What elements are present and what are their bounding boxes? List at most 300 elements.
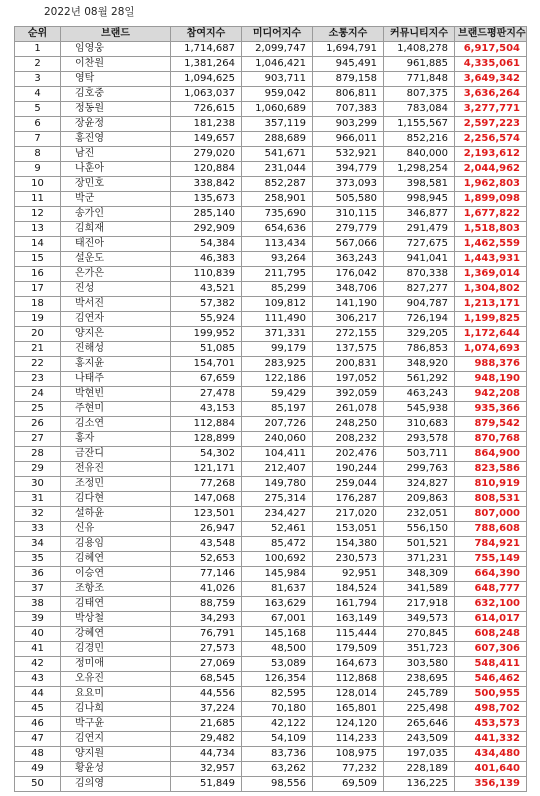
communication-cell: 137,575	[313, 342, 384, 357]
brand-cell: 김호중	[61, 87, 171, 102]
communication-cell: 202,476	[313, 447, 384, 462]
community-cell: 726,194	[384, 312, 455, 327]
community-cell: 463,243	[384, 387, 455, 402]
reputation-score-cell: 3,636,264	[455, 87, 527, 102]
media-cell: 59,429	[242, 387, 313, 402]
rank-cell: 40	[15, 627, 61, 642]
reputation-score-cell: 548,411	[455, 657, 527, 672]
communication-cell: 261,078	[313, 402, 384, 417]
header-media: 미디어지수	[242, 27, 313, 42]
media-cell: 288,689	[242, 132, 313, 147]
reputation-score-cell: 1,518,803	[455, 222, 527, 237]
table-row	[15, 42, 527, 57]
table-row	[15, 282, 527, 297]
media-cell: 240,060	[242, 432, 313, 447]
reputation-score-cell: 2,193,612	[455, 147, 527, 162]
media-cell: 1,046,421	[242, 57, 313, 72]
reputation-score-cell: 453,573	[455, 717, 527, 732]
media-cell: 85,472	[242, 537, 313, 552]
rank-cell: 47	[15, 732, 61, 747]
media-cell: 1,060,689	[242, 102, 313, 117]
participation-cell: 76,791	[171, 627, 242, 642]
media-cell: 2,099,747	[242, 42, 313, 57]
communication-cell: 115,444	[313, 627, 384, 642]
media-cell: 85,299	[242, 282, 313, 297]
brand-cell: 정동원	[61, 102, 171, 117]
participation-cell: 279,020	[171, 147, 242, 162]
reputation-score-cell: 648,777	[455, 582, 527, 597]
rank-cell: 8	[15, 147, 61, 162]
brand-cell: 전유진	[61, 462, 171, 477]
brand-cell: 장민호	[61, 177, 171, 192]
rank-cell: 21	[15, 342, 61, 357]
reputation-score-cell: 808,531	[455, 492, 527, 507]
brand-cell: 양지원	[61, 747, 171, 762]
rank-cell: 16	[15, 267, 61, 282]
reputation-score-cell: 1,462,559	[455, 237, 527, 252]
reputation-score-cell: 401,640	[455, 762, 527, 777]
community-cell: 852,216	[384, 132, 455, 147]
media-cell: 735,690	[242, 207, 313, 222]
reputation-score-cell: 2,256,574	[455, 132, 527, 147]
brand-cell: 요요미	[61, 687, 171, 702]
reputation-score-cell: 1,962,803	[455, 177, 527, 192]
participation-cell: 27,573	[171, 642, 242, 657]
brand-cell: 김의영	[61, 777, 171, 792]
reputation-score-cell: 3,277,771	[455, 102, 527, 117]
community-cell: 941,041	[384, 252, 455, 267]
participation-cell: 54,302	[171, 447, 242, 462]
brand-cell: 박구윤	[61, 717, 171, 732]
reputation-score-cell: 664,390	[455, 567, 527, 582]
table-row	[15, 447, 527, 462]
reputation-score-cell: 434,480	[455, 747, 527, 762]
brand-cell: 박군	[61, 192, 171, 207]
participation-cell: 1,714,687	[171, 42, 242, 57]
communication-cell: 945,491	[313, 57, 384, 72]
media-cell: 145,168	[242, 627, 313, 642]
community-cell: 827,277	[384, 282, 455, 297]
brand-cell: 김소연	[61, 417, 171, 432]
rank-cell: 29	[15, 462, 61, 477]
table-row	[15, 237, 527, 252]
rank-cell: 38	[15, 597, 61, 612]
brand-cell: 이찬원	[61, 57, 171, 72]
participation-cell: 120,884	[171, 162, 242, 177]
reputation-score-cell: 807,000	[455, 507, 527, 522]
reputation-score-cell: 788,608	[455, 522, 527, 537]
reputation-score-cell: 356,139	[455, 777, 527, 792]
communication-cell: 259,044	[313, 477, 384, 492]
community-cell: 398,581	[384, 177, 455, 192]
brand-cell: 진성	[61, 282, 171, 297]
community-cell: 348,920	[384, 357, 455, 372]
reputation-score-cell: 988,376	[455, 357, 527, 372]
reputation-score-cell: 2,597,223	[455, 117, 527, 132]
participation-cell: 1,381,264	[171, 57, 242, 72]
communication-cell: 184,524	[313, 582, 384, 597]
community-cell: 243,509	[384, 732, 455, 747]
brand-cell: 진해성	[61, 342, 171, 357]
rank-cell: 27	[15, 432, 61, 447]
rank-cell: 9	[15, 162, 61, 177]
rank-cell: 11	[15, 192, 61, 207]
reputation-score-cell: 1,172,644	[455, 327, 527, 342]
reputation-score-cell: 755,149	[455, 552, 527, 567]
community-cell: 329,205	[384, 327, 455, 342]
community-cell: 349,573	[384, 612, 455, 627]
media-cell: 234,427	[242, 507, 313, 522]
media-cell: 211,795	[242, 267, 313, 282]
rank-cell: 15	[15, 252, 61, 267]
table-row	[15, 672, 527, 687]
brand-cell: 황윤성	[61, 762, 171, 777]
media-cell: 852,287	[242, 177, 313, 192]
reputation-score-cell: 864,900	[455, 447, 527, 462]
communication-cell: 363,243	[313, 252, 384, 267]
reputation-score-cell: 4,335,061	[455, 57, 527, 72]
community-cell: 1,408,278	[384, 42, 455, 57]
reputation-score-cell: 879,542	[455, 417, 527, 432]
media-cell: 283,925	[242, 357, 313, 372]
brand-cell: 조항조	[61, 582, 171, 597]
community-cell: 303,580	[384, 657, 455, 672]
community-cell: 961,885	[384, 57, 455, 72]
table-row	[15, 402, 527, 417]
community-cell: 245,789	[384, 687, 455, 702]
media-cell: 903,711	[242, 72, 313, 87]
community-cell: 727,675	[384, 237, 455, 252]
participation-cell: 51,085	[171, 342, 242, 357]
brand-cell: 태진아	[61, 237, 171, 252]
communication-cell: 230,573	[313, 552, 384, 567]
table-row	[15, 252, 527, 267]
participation-cell: 285,140	[171, 207, 242, 222]
header-communication: 소통지수	[313, 27, 384, 42]
table-row	[15, 117, 527, 132]
participation-cell: 57,382	[171, 297, 242, 312]
communication-cell: 164,673	[313, 657, 384, 672]
rank-cell: 41	[15, 642, 61, 657]
reputation-score-cell: 1,677,822	[455, 207, 527, 222]
brand-cell: 임영웅	[61, 42, 171, 57]
brand-reputation-table	[14, 26, 527, 792]
media-cell: 83,736	[242, 747, 313, 762]
rank-cell: 43	[15, 672, 61, 687]
table-row	[15, 657, 527, 672]
participation-cell: 135,673	[171, 192, 242, 207]
rank-cell: 17	[15, 282, 61, 297]
table-row	[15, 642, 527, 657]
rank-cell: 25	[15, 402, 61, 417]
media-cell: 231,044	[242, 162, 313, 177]
rank-cell: 20	[15, 327, 61, 342]
participation-cell: 154,701	[171, 357, 242, 372]
participation-cell: 32,957	[171, 762, 242, 777]
participation-cell: 199,952	[171, 327, 242, 342]
community-cell: 217,918	[384, 597, 455, 612]
rank-cell: 24	[15, 387, 61, 402]
table-row	[15, 432, 527, 447]
rank-cell: 4	[15, 87, 61, 102]
reputation-score-cell: 441,332	[455, 732, 527, 747]
reputation-score-cell: 500,955	[455, 687, 527, 702]
community-cell: 1,298,254	[384, 162, 455, 177]
reputation-score-cell: 784,921	[455, 537, 527, 552]
communication-cell: 77,232	[313, 762, 384, 777]
participation-cell: 77,268	[171, 477, 242, 492]
brand-cell: 김혜연	[61, 552, 171, 567]
community-cell: 556,150	[384, 522, 455, 537]
community-cell: 232,051	[384, 507, 455, 522]
rank-cell: 30	[15, 477, 61, 492]
table-row	[15, 57, 527, 72]
media-cell: 54,109	[242, 732, 313, 747]
rank-cell: 49	[15, 762, 61, 777]
media-cell: 959,042	[242, 87, 313, 102]
header-brand-reputation: 브랜드평판지수	[455, 27, 527, 42]
table-row	[15, 537, 527, 552]
communication-cell: 165,801	[313, 702, 384, 717]
media-cell: 53,089	[242, 657, 313, 672]
reputation-score-cell: 935,366	[455, 402, 527, 417]
communication-cell: 966,011	[313, 132, 384, 147]
brand-cell: 금잔디	[61, 447, 171, 462]
media-cell: 100,692	[242, 552, 313, 567]
media-cell: 63,262	[242, 762, 313, 777]
participation-cell: 43,548	[171, 537, 242, 552]
brand-cell: 남진	[61, 147, 171, 162]
communication-cell: 1,694,791	[313, 42, 384, 57]
participation-cell: 338,842	[171, 177, 242, 192]
brand-cell: 양지은	[61, 327, 171, 342]
community-cell: 225,498	[384, 702, 455, 717]
table-row	[15, 612, 527, 627]
media-cell: 113,434	[242, 237, 313, 252]
table-row	[15, 747, 527, 762]
brand-cell: 김연지	[61, 732, 171, 747]
media-cell: 145,984	[242, 567, 313, 582]
table-row	[15, 627, 527, 642]
participation-cell: 29,482	[171, 732, 242, 747]
brand-cell: 신유	[61, 522, 171, 537]
rank-cell: 26	[15, 417, 61, 432]
community-cell: 310,683	[384, 417, 455, 432]
table-row	[15, 297, 527, 312]
table-row	[15, 312, 527, 327]
brand-cell: 김다현	[61, 492, 171, 507]
community-cell: 348,309	[384, 567, 455, 582]
communication-cell: 306,217	[313, 312, 384, 327]
header-brand: 브랜드	[61, 27, 171, 42]
communication-cell: 108,975	[313, 747, 384, 762]
table-row	[15, 702, 527, 717]
brand-cell: 김나희	[61, 702, 171, 717]
communication-cell: 248,250	[313, 417, 384, 432]
rank-cell: 2	[15, 57, 61, 72]
community-cell: 371,231	[384, 552, 455, 567]
communication-cell: 394,779	[313, 162, 384, 177]
table-row	[15, 492, 527, 507]
header-participation: 참여지수	[171, 27, 242, 42]
table-row	[15, 222, 527, 237]
media-cell: 42,122	[242, 717, 313, 732]
communication-cell: 392,059	[313, 387, 384, 402]
participation-cell: 44,556	[171, 687, 242, 702]
communication-cell: 69,509	[313, 777, 384, 792]
communication-cell: 128,014	[313, 687, 384, 702]
communication-cell: 141,190	[313, 297, 384, 312]
rank-cell: 3	[15, 72, 61, 87]
communication-cell: 373,093	[313, 177, 384, 192]
participation-cell: 26,947	[171, 522, 242, 537]
table-row	[15, 567, 527, 582]
communication-cell: 532,921	[313, 147, 384, 162]
rank-cell: 5	[15, 102, 61, 117]
table-row	[15, 267, 527, 282]
table-row	[15, 102, 527, 117]
reputation-score-cell: 942,208	[455, 387, 527, 402]
communication-cell: 190,244	[313, 462, 384, 477]
brand-cell: 주현미	[61, 402, 171, 417]
community-cell: 293,578	[384, 432, 455, 447]
rank-cell: 31	[15, 492, 61, 507]
table-row	[15, 87, 527, 102]
communication-cell: 112,868	[313, 672, 384, 687]
rank-cell: 10	[15, 177, 61, 192]
participation-cell: 1,063,037	[171, 87, 242, 102]
rank-cell: 34	[15, 537, 61, 552]
table-row	[15, 417, 527, 432]
community-cell: 324,827	[384, 477, 455, 492]
rank-cell: 36	[15, 567, 61, 582]
community-cell: 341,589	[384, 582, 455, 597]
header-community: 커뮤니티지수	[384, 27, 455, 42]
communication-cell: 176,042	[313, 267, 384, 282]
table-row	[15, 687, 527, 702]
reputation-score-cell: 1,074,693	[455, 342, 527, 357]
media-cell: 126,354	[242, 672, 313, 687]
rank-cell: 42	[15, 657, 61, 672]
brand-cell: 박상철	[61, 612, 171, 627]
participation-cell: 54,384	[171, 237, 242, 252]
table-row	[15, 552, 527, 567]
table-row	[15, 162, 527, 177]
brand-cell: 송가인	[61, 207, 171, 222]
community-cell: 1,155,567	[384, 117, 455, 132]
reputation-score-cell: 823,586	[455, 462, 527, 477]
participation-cell: 726,615	[171, 102, 242, 117]
community-cell: 807,375	[384, 87, 455, 102]
media-cell: 82,595	[242, 687, 313, 702]
participation-cell: 181,238	[171, 117, 242, 132]
community-cell: 904,787	[384, 297, 455, 312]
communication-cell: 310,115	[313, 207, 384, 222]
media-cell: 357,119	[242, 117, 313, 132]
community-cell: 299,763	[384, 462, 455, 477]
brand-cell: 이승연	[61, 567, 171, 582]
table-row	[15, 582, 527, 597]
table-header-row	[15, 27, 527, 42]
rank-cell: 1	[15, 42, 61, 57]
brand-cell: 영탁	[61, 72, 171, 87]
table-row	[15, 762, 527, 777]
participation-cell: 43,153	[171, 402, 242, 417]
communication-cell: 92,951	[313, 567, 384, 582]
community-cell: 771,848	[384, 72, 455, 87]
communication-cell: 114,233	[313, 732, 384, 747]
brand-cell: 김태연	[61, 597, 171, 612]
reputation-score-cell: 810,919	[455, 477, 527, 492]
brand-cell: 정미애	[61, 657, 171, 672]
brand-cell: 김경민	[61, 642, 171, 657]
participation-cell: 149,657	[171, 132, 242, 147]
table-row	[15, 777, 527, 792]
rank-cell: 12	[15, 207, 61, 222]
participation-cell: 44,734	[171, 747, 242, 762]
communication-cell: 163,149	[313, 612, 384, 627]
table-row	[15, 522, 527, 537]
brand-cell: 홍자	[61, 432, 171, 447]
media-cell: 52,461	[242, 522, 313, 537]
participation-cell: 1,094,625	[171, 72, 242, 87]
media-cell: 48,500	[242, 642, 313, 657]
community-cell: 228,189	[384, 762, 455, 777]
brand-cell: 조정민	[61, 477, 171, 492]
reputation-score-cell: 498,702	[455, 702, 527, 717]
communication-cell: 505,580	[313, 192, 384, 207]
media-cell: 70,180	[242, 702, 313, 717]
reputation-score-cell: 948,190	[455, 372, 527, 387]
participation-cell: 34,293	[171, 612, 242, 627]
table-row	[15, 717, 527, 732]
participation-cell: 27,478	[171, 387, 242, 402]
communication-cell: 879,158	[313, 72, 384, 87]
rank-cell: 45	[15, 702, 61, 717]
reputation-score-cell: 607,306	[455, 642, 527, 657]
brand-cell: 김연자	[61, 312, 171, 327]
participation-cell: 37,224	[171, 702, 242, 717]
table-row	[15, 192, 527, 207]
community-cell: 840,000	[384, 147, 455, 162]
participation-cell: 67,659	[171, 372, 242, 387]
brand-cell: 김용임	[61, 537, 171, 552]
reputation-score-cell: 1,899,098	[455, 192, 527, 207]
brand-cell: 강혜연	[61, 627, 171, 642]
reputation-score-cell: 1,304,802	[455, 282, 527, 297]
rank-cell: 48	[15, 747, 61, 762]
rank-cell: 7	[15, 132, 61, 147]
table-row	[15, 462, 527, 477]
brand-cell: 나훈아	[61, 162, 171, 177]
table-row	[15, 342, 527, 357]
media-cell: 371,331	[242, 327, 313, 342]
rank-cell: 37	[15, 582, 61, 597]
community-cell: 197,035	[384, 747, 455, 762]
media-cell: 163,629	[242, 597, 313, 612]
participation-cell: 121,171	[171, 462, 242, 477]
participation-cell: 88,759	[171, 597, 242, 612]
rank-cell: 6	[15, 117, 61, 132]
communication-cell: 179,509	[313, 642, 384, 657]
reputation-score-cell: 608,248	[455, 627, 527, 642]
participation-cell: 41,026	[171, 582, 242, 597]
communication-cell: 279,779	[313, 222, 384, 237]
reputation-score-cell: 546,462	[455, 672, 527, 687]
communication-cell: 707,383	[313, 102, 384, 117]
community-cell: 346,877	[384, 207, 455, 222]
media-cell: 258,901	[242, 192, 313, 207]
